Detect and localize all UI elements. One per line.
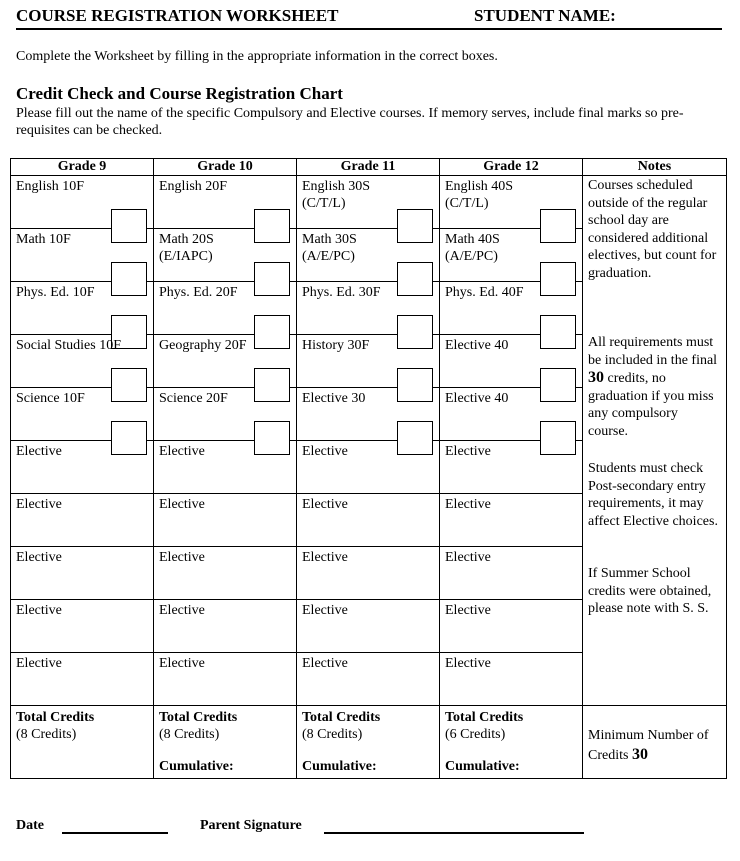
course-name: Elective — [302, 603, 348, 618]
course-name: Elective — [445, 603, 491, 618]
header-grade-11: Grade 11 — [297, 159, 440, 176]
totals-row — [11, 706, 727, 779]
course-name: Phys. Ed. 20F — [159, 285, 238, 300]
course-cell-grade-9[interactable] — [11, 282, 154, 335]
course-cell-grade-11[interactable] — [297, 600, 440, 653]
course-name: Elective — [302, 656, 348, 671]
course-cell-grade-10[interactable] — [154, 547, 297, 600]
course-cell-grade-9[interactable] — [11, 229, 154, 282]
course-name: Elective — [159, 444, 205, 459]
course-name: Elective — [159, 603, 205, 618]
course-cell-grade-11[interactable] — [297, 388, 440, 441]
required-credits: (6 Credits) — [445, 727, 506, 742]
minimum-credits-label: Minimum Number of Credits — [588, 728, 709, 763]
course-name: Math 30S (A/E/PC) — [302, 232, 357, 264]
course-name: Elective — [302, 444, 348, 459]
course-name: Elective — [302, 497, 348, 512]
student-name-label: STUDENT NAME: — [474, 6, 616, 25]
total-credits-label: Total Credits — [16, 710, 95, 725]
course-name: English 40S (C/T/L) — [445, 179, 514, 211]
course-row — [11, 176, 727, 229]
course-name: Elective — [16, 497, 62, 512]
section-description: Please fill out the name of the specific Compulsory and Elective courses. If memory serves, include final marks so pre-requisites can be checked. — [16, 106, 684, 138]
course-name: Elective 30 — [302, 391, 366, 406]
course-name: Elective 40 — [445, 338, 509, 353]
header-grade-12: Grade 12 — [440, 159, 583, 176]
course-cell-grade-9[interactable] — [11, 441, 154, 494]
header-grade-9: Grade 9 — [11, 159, 154, 176]
course-cell-grade-12[interactable] — [440, 335, 583, 388]
total-credits-cell-grade-9[interactable] — [11, 706, 154, 779]
course-cell-grade-11[interactable] — [297, 335, 440, 388]
course-name: Elective — [159, 550, 205, 565]
note-postsecondary: Students must check Post-secondary entry requirements, it may affect Elective choices. — [588, 461, 718, 529]
course-cell-grade-10[interactable] — [154, 441, 297, 494]
course-name: Phys. Ed. 40F — [445, 285, 524, 300]
course-cell-grade-10[interactable] — [154, 176, 297, 229]
course-cell-grade-9[interactable] — [11, 388, 154, 441]
course-name: History 30F — [302, 338, 370, 353]
course-name: Elective — [16, 444, 62, 459]
notes-cell — [583, 176, 727, 706]
header-grade-10: Grade 10 — [154, 159, 297, 176]
cumulative-label: Cumulative: — [302, 759, 377, 774]
required-credits: (8 Credits) — [16, 727, 77, 742]
course-name: English 20F — [159, 179, 228, 194]
page-title: COURSE REGISTRATION WORKSHEET — [16, 6, 339, 25]
total-credits-label: Total Credits — [159, 710, 238, 725]
total-credits-cell-grade-11[interactable] — [297, 706, 440, 779]
course-cell-grade-11[interactable] — [297, 494, 440, 547]
course-name: Geography 20F — [159, 338, 247, 353]
course-name: Social Studies 10F — [16, 338, 122, 353]
course-name: Elective — [159, 497, 205, 512]
course-cell-grade-9[interactable] — [11, 176, 154, 229]
course-cell-grade-11[interactable] — [297, 282, 440, 335]
header-row — [11, 159, 727, 176]
required-credits: (8 Credits) — [302, 727, 363, 742]
minimum-credits — [588, 726, 718, 765]
note-requirements-suffix: credits, no graduation if you miss any compulsory course. — [588, 371, 714, 439]
course-cell-grade-9[interactable] — [11, 335, 154, 388]
total-credits-label: Total Credits — [302, 710, 381, 725]
date-label: Date — [16, 818, 44, 833]
parent-signature-label: Parent Signature — [200, 818, 302, 833]
registration-chart — [10, 158, 727, 779]
cumulative-label: Cumulative: — [159, 759, 234, 774]
course-cell-grade-11[interactable] — [297, 547, 440, 600]
course-name: Math 40S (A/E/PC) — [445, 232, 500, 264]
minimum-credits-cell — [583, 706, 727, 779]
course-cell-grade-12[interactable] — [440, 600, 583, 653]
course-name: Elective — [16, 550, 62, 565]
total-credits-cell-grade-12[interactable] — [440, 706, 583, 779]
course-name: English 30S (C/T/L) — [302, 179, 371, 211]
course-name: Elective — [302, 550, 348, 565]
course-cell-grade-12[interactable] — [440, 282, 583, 335]
minimum-credits-value: 30 — [631, 746, 648, 763]
course-name: Phys. Ed. 10F — [16, 285, 95, 300]
note-schedule: Courses scheduled outside of the regular school day are considered additional electives, but count for graduation. — [588, 178, 717, 281]
course-name: Elective 40 — [445, 391, 509, 406]
course-cell-grade-10[interactable] — [154, 282, 297, 335]
course-cell-grade-9[interactable] — [11, 547, 154, 600]
worksheet-header — [16, 6, 722, 30]
course-cell-grade-10[interactable] — [154, 229, 297, 282]
course-cell-grade-11[interactable] — [297, 653, 440, 706]
course-name: Elective — [16, 656, 62, 671]
course-name: Elective — [159, 656, 205, 671]
course-cell-grade-12[interactable] — [440, 494, 583, 547]
date-line[interactable] — [62, 832, 168, 834]
course-cell-grade-11[interactable] — [297, 229, 440, 282]
note-requirements — [588, 334, 718, 440]
course-cell-grade-12[interactable] — [440, 229, 583, 282]
course-cell-grade-10[interactable] — [154, 494, 297, 547]
total-credits-cell-grade-10[interactable] — [154, 706, 297, 779]
course-cell-grade-9[interactable] — [11, 494, 154, 547]
course-cell-grade-11[interactable] — [297, 441, 440, 494]
course-cell-grade-12[interactable] — [440, 547, 583, 600]
parent-signature-line[interactable] — [324, 832, 584, 834]
note-requirements-prefix: All requirements must be included in the final — [588, 335, 718, 368]
note-requirements-number: 30 — [588, 369, 604, 386]
course-cell-grade-10[interactable] — [154, 388, 297, 441]
course-name: Elective — [445, 656, 491, 671]
total-credits-label: Total Credits — [445, 710, 524, 725]
course-cell-grade-12[interactable] — [440, 653, 583, 706]
course-cell-grade-12[interactable] — [440, 176, 583, 229]
course-cell-grade-10[interactable] — [154, 653, 297, 706]
section-title: Credit Check and Course Registration Chart — [16, 84, 343, 103]
course-name: Elective — [445, 550, 491, 565]
course-name: Elective — [445, 444, 491, 459]
course-name: Phys. Ed. 30F — [302, 285, 381, 300]
cumulative-label: Cumulative: — [445, 759, 520, 774]
note-summer-school: If Summer School credits were obtained, please note with S. S. — [588, 566, 712, 616]
course-name: Math 10F — [16, 232, 71, 247]
course-cell-grade-12[interactable] — [440, 441, 583, 494]
course-name: Science 20F — [159, 391, 228, 406]
course-name: Elective — [445, 497, 491, 512]
instructions-text: Complete the Worksheet by filling in the appropriate information in the correct boxes. — [16, 49, 498, 64]
course-cell-grade-11[interactable] — [297, 176, 440, 229]
course-cell-grade-10[interactable] — [154, 335, 297, 388]
header-notes: Notes — [583, 159, 727, 176]
course-cell-grade-10[interactable] — [154, 600, 297, 653]
course-cell-grade-9[interactable] — [11, 600, 154, 653]
course-name: Math 20S (E/IAPC) — [159, 232, 214, 264]
course-name: Science 10F — [16, 391, 85, 406]
course-name: Elective — [16, 603, 62, 618]
course-name: English 10F — [16, 179, 85, 194]
required-credits: (8 Credits) — [159, 727, 220, 742]
course-cell-grade-12[interactable] — [440, 388, 583, 441]
course-cell-grade-9[interactable] — [11, 653, 154, 706]
